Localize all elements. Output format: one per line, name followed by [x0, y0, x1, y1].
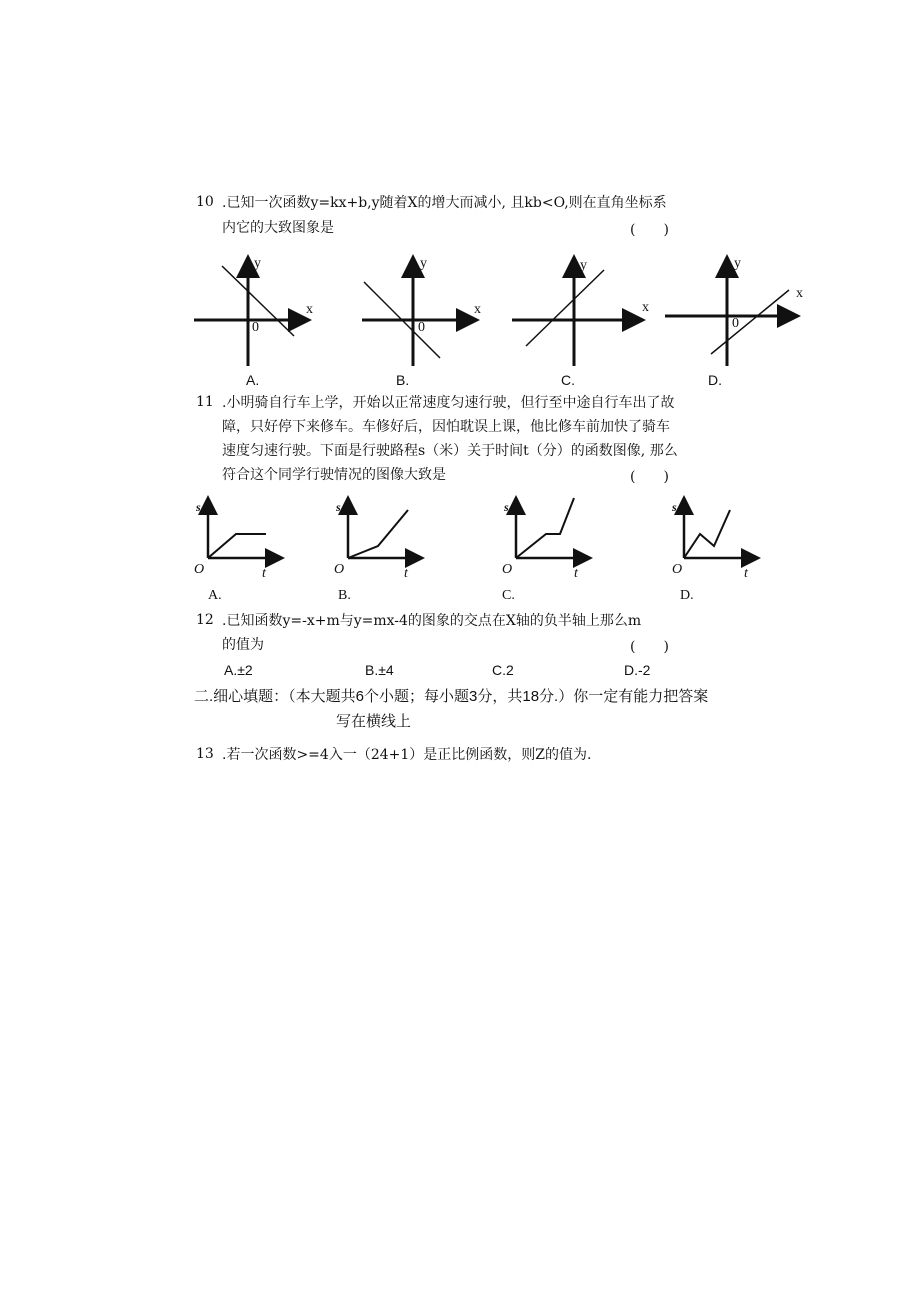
q10-option-b: B. [396, 372, 410, 388]
q10-c-x-label: x [642, 300, 649, 315]
q11-c-s-label: s [504, 500, 509, 514]
q10-b-x-label: x [474, 302, 481, 317]
q11-c-origin: O [502, 562, 513, 577]
question-13-line-1: .若一次函数>=4入一（24+1）是正比例函数，则Z的值为. [222, 747, 592, 763]
q10-d-y-label: y [734, 256, 741, 271]
q10-graph-b [362, 254, 492, 369]
question-11-line-2: 障，只好停下来修车。车修好后，因怕耽误上课，他比修车前加快了骑车 [222, 419, 670, 435]
question-10-line-2: 内它的大致图象是 [222, 220, 334, 236]
q10-b-y-label: y [420, 256, 427, 271]
section-2-heading: 二.细心填题：（本大题共6个小题；每小题3分，共18分.）你一定有能力把答案 [194, 688, 709, 705]
q11-b-s-label: s [336, 500, 341, 514]
question-11-line-3: 速度匀速行驶。下面是行驶路程s（米）关于时间t（分）的函数图像, 那么 [222, 443, 678, 459]
question-12-number: 12 [196, 612, 214, 628]
question-11-number: 11 [196, 394, 214, 410]
question-10-line-1: .已知一次函数y=kx+b,y随着X的增大而减小, 且kb<O,则在直角坐标系 [222, 195, 667, 211]
q11-b-origin: O [334, 562, 345, 577]
q10-b-origin: 0 [418, 320, 425, 335]
question-10-number: 10 [196, 194, 214, 210]
q11-graph-d [676, 498, 761, 573]
question-12-line-2: 的值为 [222, 637, 264, 653]
q11-d-t-label: t [744, 566, 748, 581]
q11-a-origin: O [194, 562, 205, 577]
question-10-answer-blank: ( ) [630, 222, 669, 238]
question-12-answer-blank: ( ) [630, 639, 669, 655]
question-11-line-1: .小明骑自行车上学，开始以正常速度匀速行驶，但行至中途自行车出了故 [222, 395, 675, 411]
q10-d-origin: 0 [732, 316, 739, 331]
q11-option-b: B. [338, 588, 351, 603]
question-11-answer-blank: ( ) [630, 469, 669, 485]
question-13-number: 13 [196, 746, 214, 762]
q10-option-c: C. [561, 372, 575, 388]
q10-a-x-label: x [306, 302, 313, 317]
q10-c-y-label: y [580, 258, 587, 273]
q11-a-t-label: t [262, 566, 266, 581]
section-2-heading-line-2: 写在横线上 [336, 713, 412, 730]
q11-option-c: C. [502, 588, 515, 603]
q12-choice-d: D.-2 [624, 662, 651, 678]
q11-graph-a [200, 498, 285, 573]
q11-b-t-label: t [404, 566, 408, 581]
question-11-line-4: 符合这个同学行驶情况的图像大致是 [222, 467, 446, 483]
q11-graph-c [508, 496, 593, 573]
q11-option-a: A. [208, 588, 222, 603]
q12-choice-c: C.2 [492, 662, 514, 678]
q12-choice-a: A.±2 [224, 662, 253, 678]
q11-graph-b [340, 498, 425, 573]
q11-d-origin: O [672, 562, 683, 577]
q11-a-s-label: s [196, 500, 201, 514]
q11-d-s-label: s [672, 500, 677, 514]
q11-option-d: D. [680, 588, 694, 603]
q10-a-origin: 0 [252, 320, 259, 335]
q10-a-y-label: y [254, 256, 261, 271]
question-12-line-1: .已知函数y=-x+m与y=mx-4的图象的交点在X轴的负半轴上那么m [222, 613, 642, 629]
q11-c-t-label: t [574, 566, 578, 581]
q10-option-a: A. [246, 372, 260, 388]
q12-choice-b: B.±4 [365, 662, 394, 678]
q10-option-d: D. [708, 372, 722, 388]
q10-d-x-label: x [796, 286, 803, 301]
